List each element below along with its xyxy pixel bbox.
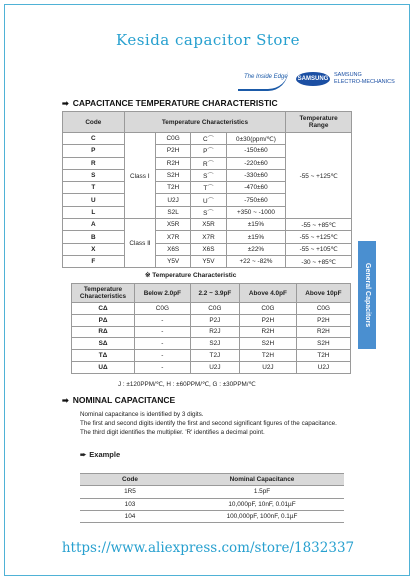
- tolerance-legend-note: J : ±120PPM/℃, H : ±60PPM/℃, G : ±30PPM/℃: [118, 381, 256, 388]
- table-header: Above 10pF: [296, 284, 350, 303]
- inside-edge-logo: [238, 71, 288, 91]
- nominal-text-line: Nominal capacitance is identified by 3 digits.: [80, 411, 204, 418]
- brand-logos: [238, 67, 395, 93]
- store-title: Kesida capacitor Store: [116, 31, 300, 49]
- table-row: S S2H S⌒ -330±60: [63, 169, 352, 181]
- nominal-text-line: The first and second digits identify the first and second significant figures of the capacitance.: [80, 420, 337, 427]
- table-row: X X6S X6S ±22% -55 ~ +105℃: [63, 243, 352, 255]
- temperature-characteristic-table: [62, 111, 352, 268]
- table-row: TΔ - T2J T2H T2H: [72, 350, 351, 362]
- arrow-bullet-icon: ➨: [80, 450, 87, 459]
- table-row: C Class Ⅰ C0G C⌒ 0±30(ppm/℃) -55 ~ +125℃: [63, 133, 352, 145]
- table-header: 2.2 ~ 3.9pF: [190, 284, 239, 303]
- table-row: B X7R X7R ±15% -55 ~ +125℃: [63, 231, 352, 243]
- double-arrow-bullet-icon: ➡: [62, 98, 69, 108]
- table-row: 104 100,000pF, 100nF, 0.1µF: [80, 510, 344, 522]
- table-row: CΔ C0G C0G C0G C0G: [72, 303, 351, 315]
- table-row: A Class Ⅱ X5R X5R ±15% -55 ~ +85℃: [63, 219, 352, 231]
- example-heading: ➨ Example: [80, 450, 121, 459]
- section-temperature-heading: ➡ CAPACITANCE TEMPERATURE CHARACTERISTIC: [62, 98, 278, 108]
- table-row: L S2L S⌒ +350 ~ -1000: [63, 206, 352, 218]
- table-header: Below 2.0pF: [135, 284, 191, 303]
- inside-edge-text: The Inside Edge: [244, 74, 288, 80]
- table-header: Code: [63, 112, 125, 133]
- temperature-class-table: [71, 283, 351, 374]
- double-arrow-bullet-icon: ➡: [62, 395, 69, 405]
- table-header: Temperature Characteristics: [124, 112, 286, 133]
- table-row: 103 10,000pF, 10nF, 0.01µF: [80, 498, 344, 510]
- table-row: UΔ - U2J U2J U2J: [72, 361, 351, 373]
- temperature-characteristic-subtitle: ※ Temperature Characteristic: [145, 272, 237, 279]
- section-nominal-heading: ➡ NOMINAL CAPACITANCE: [62, 395, 176, 405]
- nominal-capacitance-example-table: [80, 473, 344, 523]
- table-row: T T2H T⌒ -470±60: [63, 182, 352, 194]
- table-header: Nominal Capacitance: [180, 474, 344, 486]
- samsung-em-logo-text: SAMSUNG ELECTRO-MECHANICS: [334, 72, 395, 85]
- nominal-text-line: The third digit identifies the multiplier. 'R' identifies a decimal point.: [80, 429, 265, 436]
- table-row: P P2H P⌒ -150±60: [63, 145, 352, 157]
- table-row: F Y5V Y5V +22 ~ -82% -30 ~ +85℃: [63, 255, 352, 267]
- table-header: Temperature Range: [286, 112, 352, 133]
- table-row: 1R5 1.5pF: [80, 486, 344, 498]
- table-header: Above 4.0pF: [240, 284, 297, 303]
- table-row: SΔ - S2J S2H S2H: [72, 338, 351, 350]
- samsung-logo: SAMSUNG: [296, 72, 330, 86]
- table-header: Code: [80, 474, 180, 486]
- table-row: R R2H R⌒ -220±60: [63, 157, 352, 169]
- table-row: RΔ - R2J R2H R2H: [72, 326, 351, 338]
- table-header: Temperature Characteristics: [72, 284, 135, 303]
- table-row: U U2J U⌒ -750±60: [63, 194, 352, 206]
- store-url-link[interactable]: https://www.aliexpress.com/store/1832337: [61, 540, 355, 556]
- general-capacitors-tab[interactable]: General Capacitors: [358, 241, 376, 349]
- table-row: PΔ - P2J P2H P2H: [72, 314, 351, 326]
